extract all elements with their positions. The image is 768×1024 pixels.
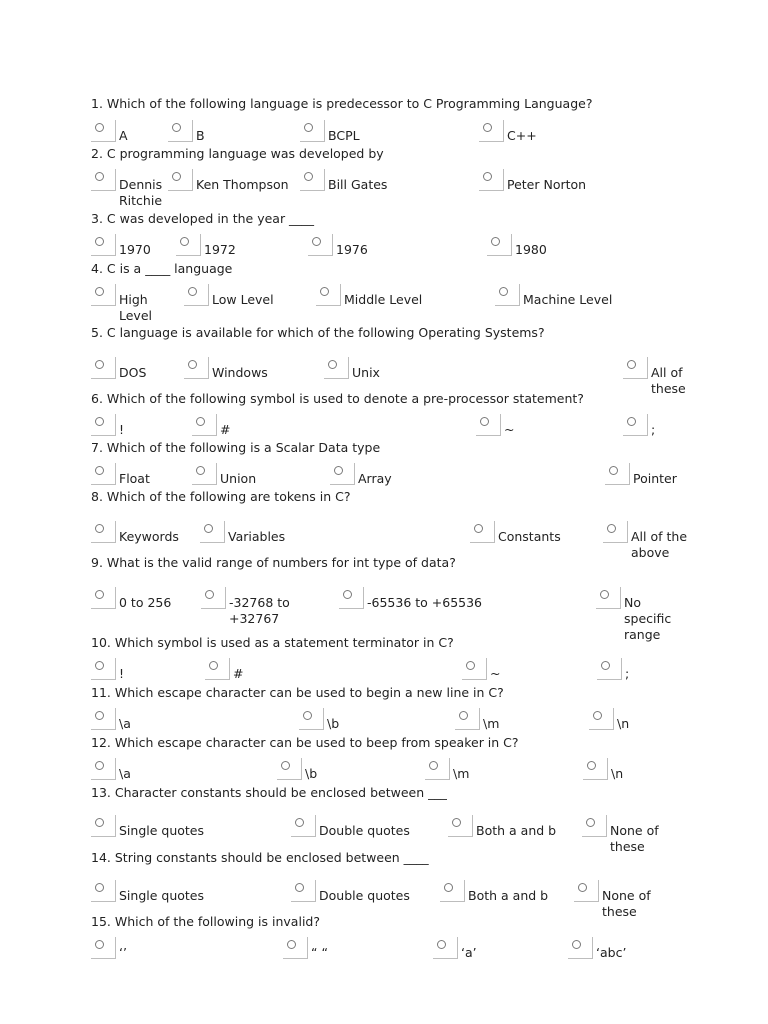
radio-button-icon[interactable] [188, 360, 197, 369]
radio-button-icon[interactable] [444, 883, 453, 892]
option-label: Double quotes [319, 888, 410, 903]
q14-option-1[interactable] [91, 880, 229, 916]
radio-frame [168, 169, 193, 191]
option-label: B [196, 128, 205, 143]
radio-frame [339, 587, 364, 609]
radio-frame [582, 815, 607, 837]
question-3: 3. C was developed in the year ____ [91, 211, 315, 226]
radio-button-icon[interactable] [204, 524, 213, 533]
radio-button-icon[interactable] [627, 417, 636, 426]
q8-option-4[interactable] [603, 521, 707, 560]
radio-button-icon[interactable] [95, 123, 104, 132]
radio-button-icon[interactable] [320, 287, 329, 296]
radio-button-icon[interactable] [480, 417, 489, 426]
option-label: DOS [119, 365, 147, 380]
radio-button-icon[interactable] [572, 940, 581, 949]
radio-frame [184, 357, 209, 379]
option-label: Pointer [633, 471, 677, 486]
radio-frame [91, 284, 116, 306]
radio-frame [291, 815, 316, 837]
q14-option-2[interactable] [291, 880, 429, 916]
radio-button-icon[interactable] [95, 524, 104, 533]
radio-frame [91, 587, 116, 609]
option-label: ! [119, 666, 125, 681]
radio-frame [324, 357, 349, 379]
q1-option-4[interactable] [479, 120, 617, 156]
radio-button-icon[interactable] [609, 466, 618, 475]
q10-option-4[interactable] [597, 658, 665, 694]
radio-frame [205, 658, 230, 680]
radio-frame [433, 937, 458, 959]
radio-button-icon[interactable] [586, 818, 595, 827]
radio-frame [300, 169, 325, 191]
radio-frame [623, 357, 648, 379]
question-9: 9. What is the valid range of numbers for int type of data? [91, 555, 456, 570]
question-4: 4. C is a ____ language [91, 261, 233, 276]
radio-frame [574, 880, 599, 902]
option-label: 1970 [119, 242, 151, 257]
radio-button-icon[interactable] [95, 661, 104, 670]
q3-option-4[interactable] [487, 234, 575, 270]
q13-option-2[interactable] [291, 815, 429, 851]
radio-button-icon[interactable] [172, 172, 181, 181]
radio-button-icon[interactable] [95, 360, 104, 369]
radio-frame [455, 708, 480, 730]
radio-button-icon[interactable] [459, 711, 468, 720]
q12-option-4[interactable] [583, 758, 651, 794]
q5-option-3[interactable] [324, 357, 412, 393]
radio-button-icon[interactable] [95, 287, 104, 296]
radio-frame [277, 758, 302, 780]
option-label: None of these [610, 823, 659, 854]
radio-frame [470, 521, 495, 543]
radio-button-icon[interactable] [466, 661, 475, 670]
radio-button-icon[interactable] [474, 524, 483, 533]
option-label: “ “ [311, 945, 328, 960]
q4-option-4[interactable] [495, 284, 653, 320]
q2-option-2[interactable] [168, 169, 316, 205]
option-label: Bill Gates [328, 177, 388, 192]
option-label: ‘abc’ [596, 945, 627, 960]
radio-button-icon[interactable] [627, 360, 636, 369]
radio-button-icon[interactable] [312, 237, 321, 246]
radio-button-icon[interactable] [587, 761, 596, 770]
option-label: All of these [651, 365, 686, 396]
q9-option-4[interactable] [596, 587, 688, 642]
radio-button-icon[interactable] [303, 711, 312, 720]
option-label: 0 to 256 [119, 595, 172, 610]
q4-option-1[interactable] [91, 284, 183, 323]
q9-option-1[interactable] [91, 587, 209, 623]
radio-frame [91, 414, 116, 436]
radio-frame [440, 880, 465, 902]
option-label: -65536 to +65536 [367, 595, 483, 610]
radio-frame [448, 815, 473, 837]
radio-button-icon[interactable] [287, 940, 296, 949]
radio-frame [91, 880, 116, 902]
radio-button-icon[interactable] [304, 123, 313, 132]
radio-button-icon[interactable] [593, 711, 602, 720]
option-label: \n [611, 766, 624, 781]
option-label: Float [119, 471, 150, 486]
option-label: ~ [504, 422, 515, 437]
option-label: Variables [228, 529, 286, 544]
option-label: \m [453, 766, 470, 781]
question-10: 10. Which symbol is used as a statement terminator in C? [91, 635, 454, 650]
radio-frame [91, 937, 116, 959]
radio-frame [91, 758, 116, 780]
option-label: Double quotes [319, 823, 410, 838]
radio-frame [487, 234, 512, 256]
radio-button-icon[interactable] [180, 237, 189, 246]
radio-frame [291, 880, 316, 902]
option-label: Unix [352, 365, 380, 380]
question-6: 6. Which of the following symbol is used to denote a pre-processor statement? [91, 391, 584, 406]
radio-button-icon[interactable] [95, 711, 104, 720]
radio-button-icon[interactable] [452, 818, 461, 827]
option-label: Array [358, 471, 392, 486]
radio-frame [91, 169, 116, 191]
option-label: 1980 [515, 242, 547, 257]
option-label: ! [119, 422, 125, 437]
radio-button-icon[interactable] [209, 661, 218, 670]
radio-button-icon[interactable] [600, 590, 609, 599]
q8-option-2[interactable] [200, 521, 328, 557]
radio-button-icon[interactable] [95, 940, 104, 949]
q13-option-3[interactable] [448, 815, 576, 851]
radio-button-icon[interactable] [95, 417, 104, 426]
question-14: 14. String constants should be enclosed between ____ [91, 850, 429, 865]
radio-frame [192, 414, 217, 436]
q8-option-3[interactable] [470, 521, 598, 557]
radio-button-icon[interactable] [95, 172, 104, 181]
q9-option-3[interactable] [339, 587, 527, 623]
radio-frame [168, 120, 193, 142]
option-label: High Level [119, 292, 152, 323]
q14-option-4[interactable] [574, 880, 680, 919]
question-1: 1. Which of the following language is predecessor to C Programming Language? [91, 96, 593, 111]
radio-button-icon[interactable] [483, 123, 492, 132]
radio-frame [201, 587, 226, 609]
radio-button-icon[interactable] [491, 237, 500, 246]
q5-option-4[interactable] [623, 357, 717, 396]
question-8: 8. Which of the following are tokens in C? [91, 489, 351, 504]
radio-frame [479, 120, 504, 142]
option-label: Ken Thompson [196, 177, 289, 192]
option-label: Both a and b [468, 888, 549, 903]
radio-button-icon[interactable] [483, 172, 492, 181]
option-label: C++ [507, 128, 537, 143]
radio-button-icon[interactable] [95, 466, 104, 475]
radio-frame [495, 284, 520, 306]
option-label: Both a and b [476, 823, 557, 838]
radio-frame [589, 708, 614, 730]
radio-button-icon[interactable] [578, 883, 587, 892]
option-label: ; [625, 666, 630, 681]
question-2: 2. C programming language was developed by [91, 146, 384, 161]
radio-frame [476, 414, 501, 436]
q13-option-4[interactable] [582, 815, 688, 854]
q4-option-3[interactable] [316, 284, 464, 320]
option-label: 1972 [204, 242, 236, 257]
option-label: ~ [490, 666, 501, 681]
radio-frame [91, 463, 116, 485]
radio-frame [597, 658, 622, 680]
radio-frame [308, 234, 333, 256]
radio-button-icon[interactable] [95, 761, 104, 770]
question-5: 5. C language is available for which of the following Operating Systems? [91, 325, 545, 340]
option-label: 1976 [336, 242, 368, 257]
radio-frame [184, 284, 209, 306]
question-11: 11. Which escape character can be used to begin a new line in C? [91, 685, 504, 700]
radio-button-icon[interactable] [295, 818, 304, 827]
radio-button-icon[interactable] [304, 172, 313, 181]
option-label: A [119, 128, 128, 143]
radio-frame [91, 120, 116, 142]
radio-button-icon[interactable] [95, 590, 104, 599]
radio-button-icon[interactable] [437, 940, 446, 949]
option-label: Single quotes [119, 823, 205, 838]
radio-frame [91, 357, 116, 379]
radio-button-icon[interactable] [196, 466, 205, 475]
option-label: Machine Level [523, 292, 613, 307]
radio-frame [200, 521, 225, 543]
option-label: No specific range [624, 595, 672, 642]
q13-option-1[interactable] [91, 815, 229, 851]
radio-frame [605, 463, 630, 485]
q6-option-4[interactable] [623, 414, 691, 450]
option-label: # [233, 666, 244, 681]
radio-button-icon[interactable] [607, 524, 616, 533]
option-label: Windows [212, 365, 268, 380]
radio-frame [91, 708, 116, 730]
q14-option-3[interactable] [440, 880, 568, 916]
radio-frame [300, 120, 325, 142]
radio-button-icon[interactable] [95, 818, 104, 827]
radio-button-icon[interactable] [281, 761, 290, 770]
option-label: ‘’ [119, 945, 127, 960]
option-label: # [220, 422, 231, 437]
q15-option-2[interactable] [283, 937, 351, 973]
q15-option-1[interactable] [91, 937, 159, 973]
radio-frame [192, 463, 217, 485]
radio-frame [583, 758, 608, 780]
radio-frame [91, 521, 116, 543]
radio-frame [330, 463, 355, 485]
q7-option-4[interactable] [605, 463, 713, 499]
option-label: Single quotes [119, 888, 205, 903]
option-label: Peter Norton [507, 177, 587, 192]
option-label: \b [305, 766, 318, 781]
radio-button-icon[interactable] [172, 123, 181, 132]
radio-frame [568, 937, 593, 959]
q9-option-2[interactable] [201, 587, 319, 626]
radio-button-icon[interactable] [196, 417, 205, 426]
option-label: Keywords [119, 529, 179, 544]
radio-button-icon[interactable] [334, 466, 343, 475]
radio-button-icon[interactable] [295, 883, 304, 892]
q3-option-3[interactable] [308, 234, 396, 270]
radio-frame [299, 708, 324, 730]
radio-frame [283, 937, 308, 959]
radio-frame [91, 658, 116, 680]
option-label: ‘a’ [461, 945, 477, 960]
option-label: None of these [602, 888, 651, 919]
radio-frame [596, 587, 621, 609]
radio-button-icon[interactable] [499, 287, 508, 296]
radio-frame [623, 414, 648, 436]
option-label: Union [220, 471, 257, 486]
option-label: \a [119, 716, 131, 731]
question-15: 15. Which of the following is invalid? [91, 914, 320, 929]
radio-button-icon[interactable] [95, 237, 104, 246]
radio-button-icon[interactable] [601, 661, 610, 670]
option-label: \a [119, 766, 131, 781]
radio-button-icon[interactable] [95, 883, 104, 892]
radio-button-icon[interactable] [205, 590, 214, 599]
option-label: -32768 to +32767 [229, 595, 290, 626]
q15-option-3[interactable] [433, 937, 501, 973]
radio-frame [425, 758, 450, 780]
q6-option-3[interactable] [476, 414, 544, 450]
option-label: Low Level [212, 292, 274, 307]
q15-option-4[interactable] [568, 937, 636, 973]
option-label: Constants [498, 529, 561, 544]
q5-option-1[interactable] [91, 357, 179, 393]
q5-option-2[interactable] [184, 357, 302, 393]
q11-option-4[interactable] [589, 708, 657, 744]
question-13: 13. Character constants should be enclosed between ___ [91, 785, 447, 800]
radio-frame [462, 658, 487, 680]
question-7: 7. Which of the following is a Scalar Data type [91, 440, 381, 455]
option-label: \m [483, 716, 500, 731]
option-label: \b [327, 716, 340, 731]
option-label: BCPL [328, 128, 360, 143]
radio-frame [91, 234, 116, 256]
q4-option-2[interactable] [184, 284, 332, 320]
radio-button-icon[interactable] [429, 761, 438, 770]
option-label: \n [617, 716, 630, 731]
radio-button-icon[interactable] [343, 590, 352, 599]
option-label: ; [651, 422, 656, 437]
radio-button-icon[interactable] [328, 360, 337, 369]
radio-frame [479, 169, 504, 191]
option-label: All of the above [631, 529, 688, 560]
question-12: 12. Which escape character can be used to beep from speaker in C? [91, 735, 519, 750]
radio-frame [316, 284, 341, 306]
radio-frame [176, 234, 201, 256]
option-label: Dennis Ritchie [119, 177, 163, 208]
radio-button-icon[interactable] [188, 287, 197, 296]
radio-frame [91, 815, 116, 837]
radio-frame [603, 521, 628, 543]
q2-option-3[interactable] [300, 169, 448, 205]
option-label: Middle Level [344, 292, 423, 307]
q2-option-4[interactable] [479, 169, 627, 205]
